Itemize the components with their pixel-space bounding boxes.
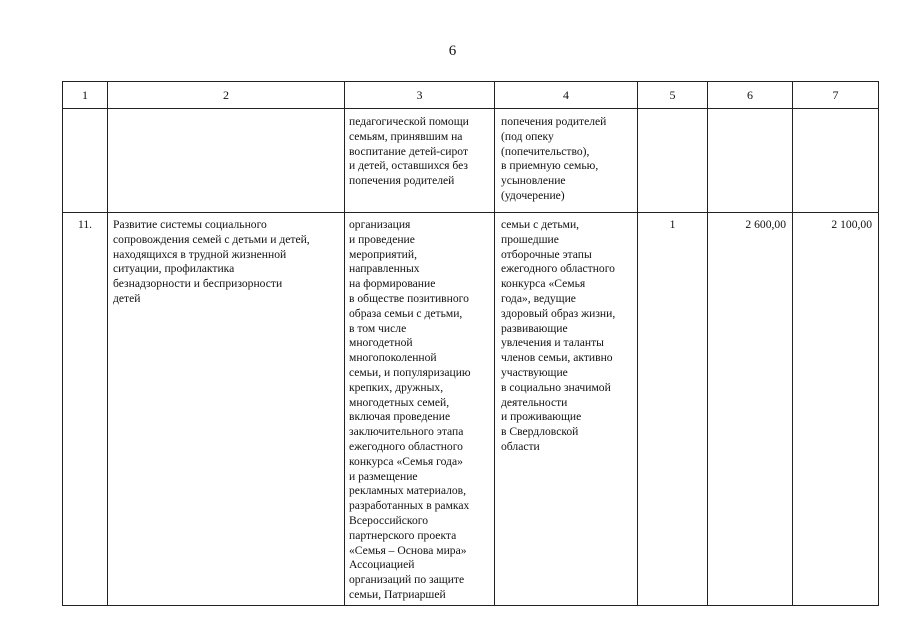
cell-participants: семьи с детьми, прошедшие отборочные этапы ежегодного областного конкурса «Семья года», ведущие здоровый образ жизни, развивающие увлечения и таланты членов семьи, активно участвующие в социально значимой деятельности и проживающие в Свердловской области <box>501 218 616 453</box>
page-number: 6 <box>448 43 457 59</box>
table-cell <box>345 109 495 213</box>
table-cell <box>793 213 879 606</box>
cell-quantity: 1 <box>669 218 676 231</box>
table-cell <box>63 213 108 606</box>
cell-event-name <box>108 109 344 115</box>
header-col-6: 6 <box>708 82 793 109</box>
table-cell <box>708 213 793 606</box>
header-col-1: 1 <box>63 82 108 109</box>
table-cell <box>495 109 638 213</box>
cell-amount-2 <box>793 109 878 115</box>
table-cell <box>108 109 345 213</box>
cell-amount-2: 2 100,00 <box>831 218 872 231</box>
table-cell <box>793 109 879 213</box>
table-cell <box>638 213 708 606</box>
cell-number <box>63 109 107 115</box>
table-cell <box>108 213 345 606</box>
table-row-11 <box>63 213 879 606</box>
cell-quantity <box>638 109 707 115</box>
cell-event-content: организация и проведение мероприятий, направленных на формирование в обществе позитивного образа семьи с детьми, в том числе многодетной многопоколенной семьи, и популяризацию крепких, дружных, многодетных семей, включая проведение заключительного этапа ежегодного областного конкурса «Семья года» и размещение рекламных материалов, разработанных в рамках Всероссийского партнерского проекта «Семья – Основа мира» Ассоциацией организаций по защите семьи, Патриаршей <box>349 218 471 601</box>
header-col-5: 5 <box>638 82 708 109</box>
table-cell <box>638 109 708 213</box>
cell-amount-1: 2 600,00 <box>745 218 786 231</box>
header-col-3: 3 <box>345 82 495 109</box>
document-table <box>62 81 879 606</box>
header-row <box>63 82 879 109</box>
cell-participants: попечения родителей (под опеку (попечительство), в приемную семью, усыновление (удочерение) <box>501 115 607 202</box>
table-row-continuation <box>63 109 879 213</box>
cell-amount-1 <box>708 109 792 115</box>
table-cell <box>63 109 108 213</box>
cell-event-content: педагогической помощи семьям, принявшим на воспитание детей-сирот и детей, оставшихся без попечения родителей <box>349 115 469 188</box>
header-col-2: 2 <box>108 82 345 109</box>
cell-event-name: Развитие системы социального сопровождения семей с детьми и детей, находящихся в трудной жизненной ситуации, профилактика безнадзорности и беспризорности детей <box>113 218 310 305</box>
table-cell <box>345 213 495 606</box>
header-col-7: 7 <box>793 82 879 109</box>
header-col-4: 4 <box>495 82 638 109</box>
table-cell <box>708 109 793 213</box>
cell-number: 11. <box>77 218 93 231</box>
table-cell <box>495 213 638 606</box>
